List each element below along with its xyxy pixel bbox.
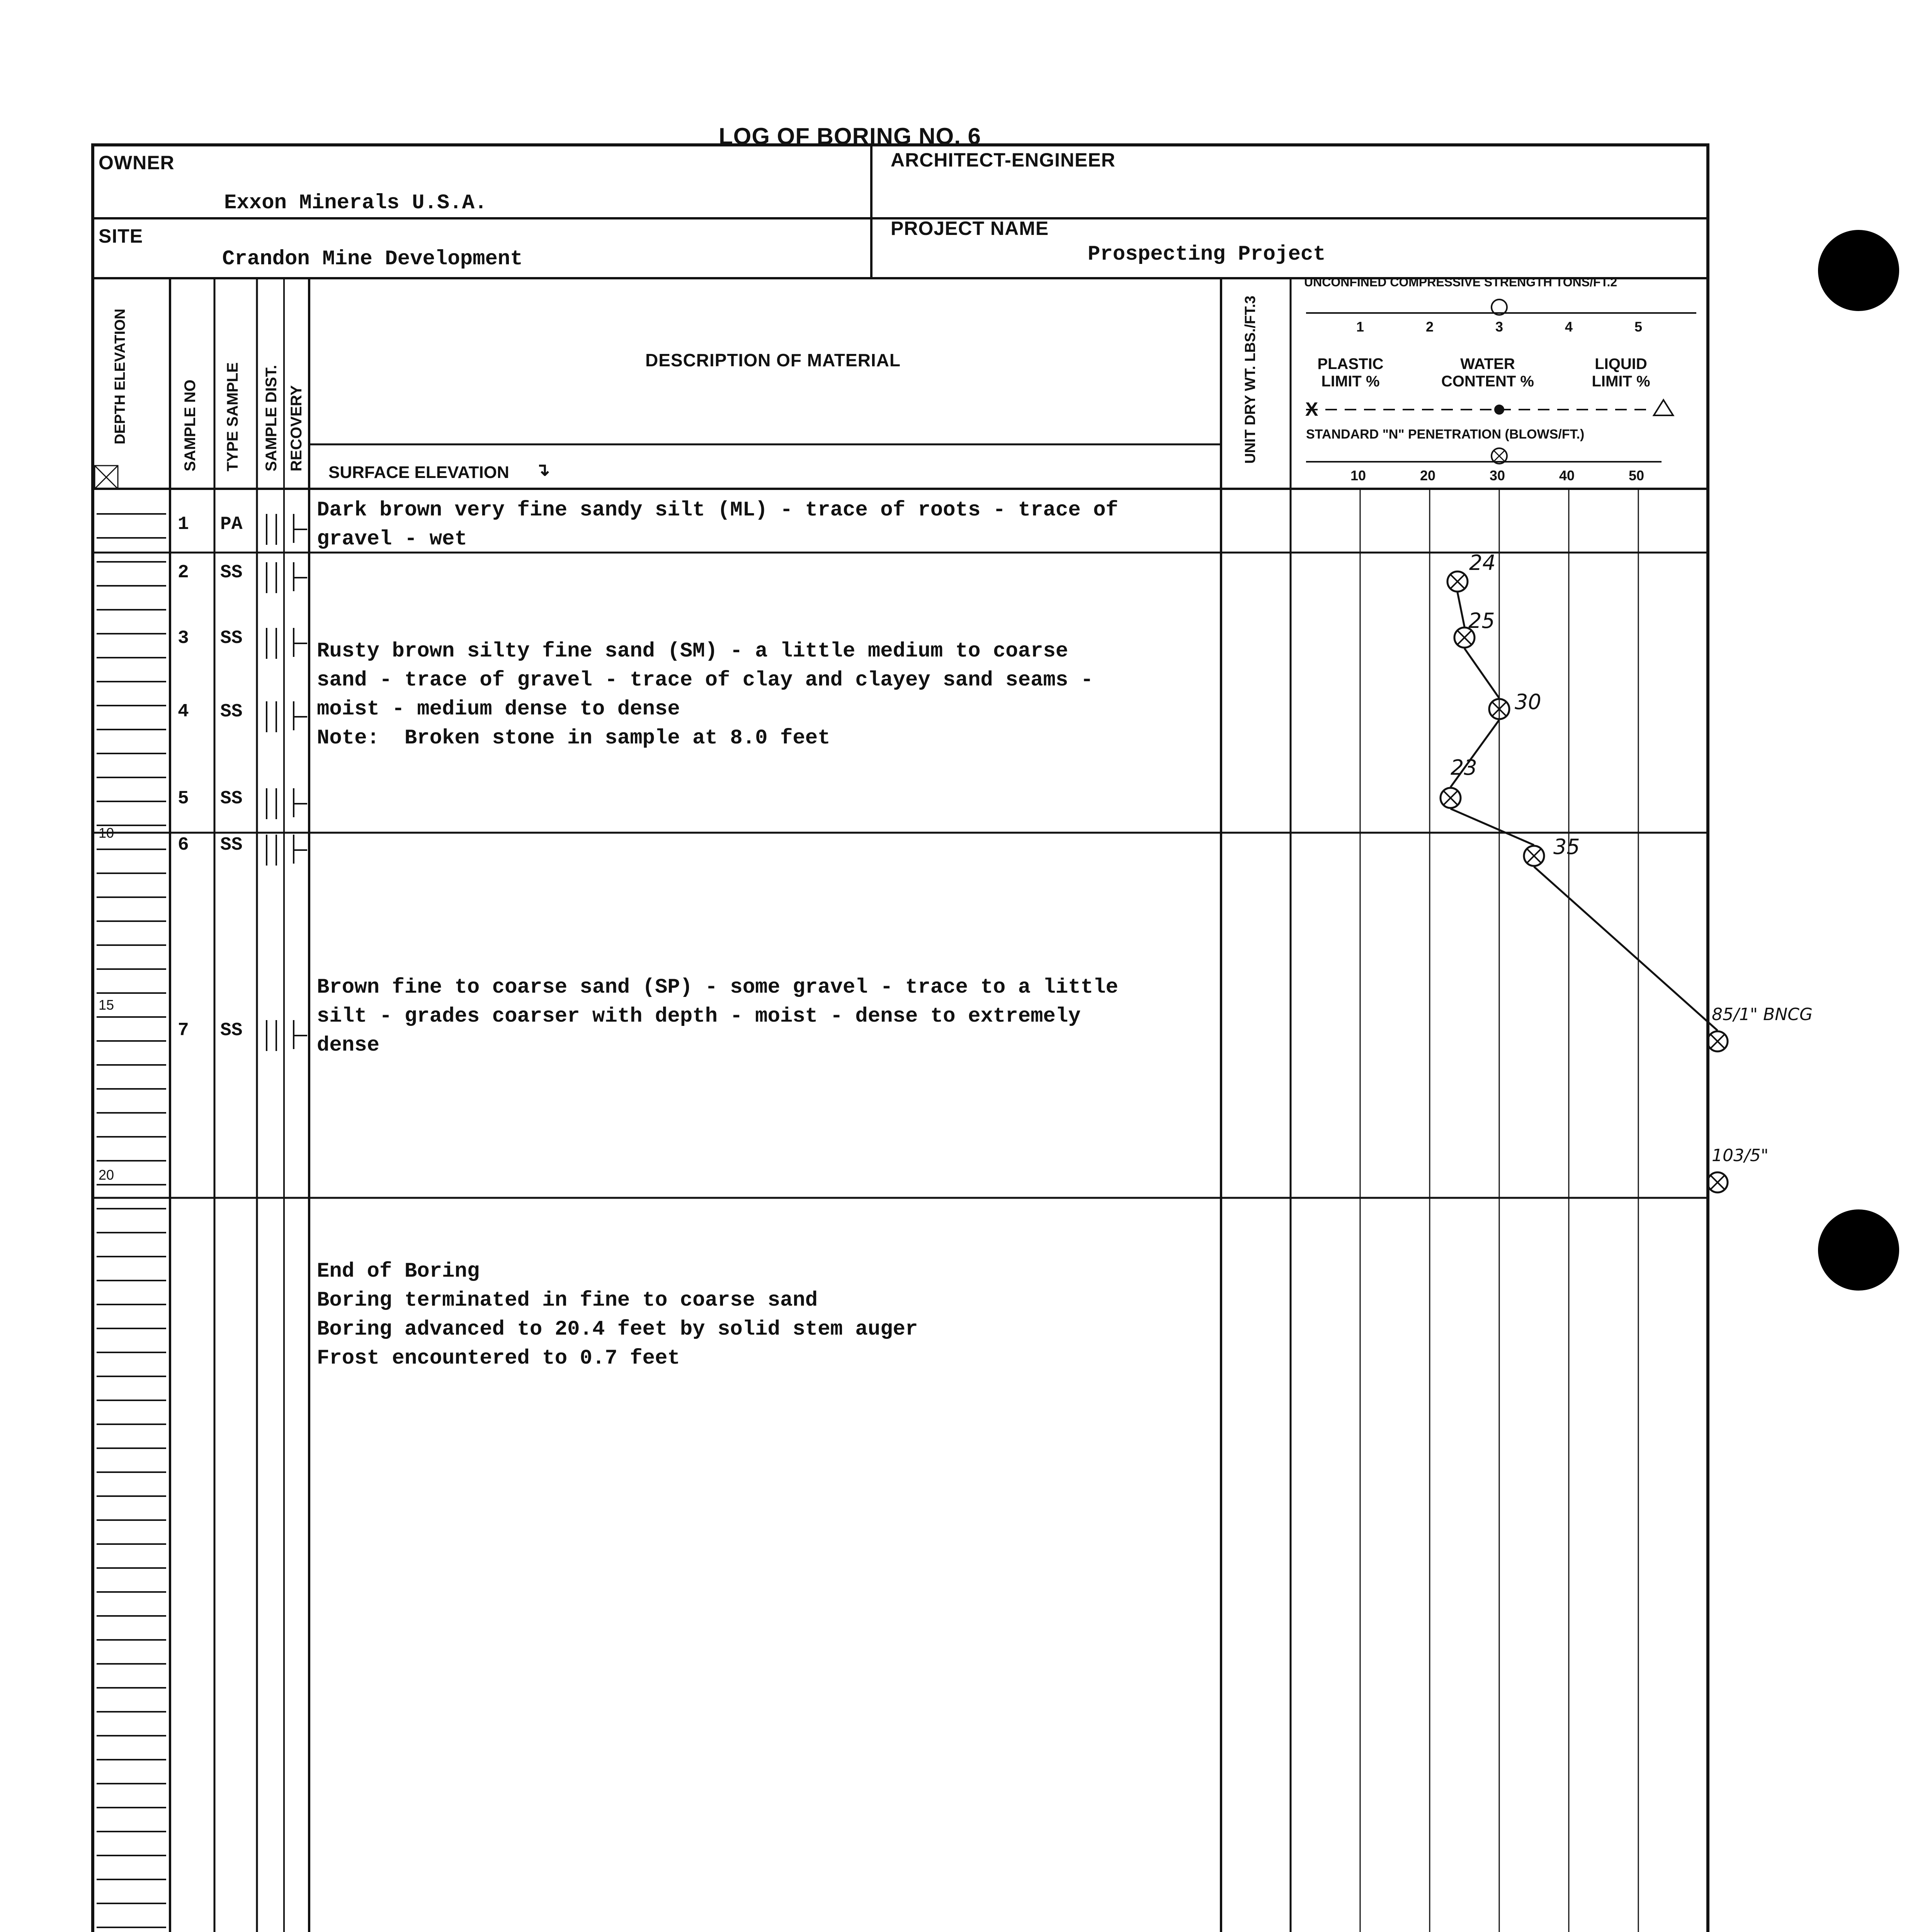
stratum-2-line-1: Rusty brown silty fine sand (SM) - a little medium to coarse [317,639,1068,663]
stratum-4-line-2: Boring terminated in fine to coarse sand [317,1289,818,1312]
stratum-2-line-2: sand - trace of gravel - trace of clay and clayey sand seams - [317,668,1094,692]
spt-label-3: 30 [1515,690,1541,714]
ucs-tick-1: 1 [1356,319,1364,335]
spt-label-4: 23 [1451,755,1477,780]
sample-number-4: 4 [178,701,189,722]
sample-number-2: 2 [178,562,189,583]
description-header: DESCRIPTION OF MATERIAL [645,350,901,370]
depth-mark-15: 15 [99,997,114,1013]
ucs-tick-2: 2 [1426,319,1434,335]
ucs-tick-3: 3 [1495,319,1503,335]
site-label: SITE [99,225,143,247]
plastic-x-mark: X [1305,398,1318,420]
sample-marks [267,514,307,1051]
sample-number-7: 7 [178,1020,189,1041]
spt-title: STANDARD "N" PENETRATION (BLOWS/FT.) [1306,427,1585,442]
spt-segment [1458,592,1464,627]
stratum-3-line-3: dense [317,1034,380,1057]
sample-number-5: 5 [178,788,189,809]
stratum-4-line-1: End of Boring [317,1260,480,1283]
plastic-limit-label: PLASTIC LIMIT % [1317,355,1384,390]
unit-dry-wt-header: UNIT DRY WT. LBS./FT.3 [1242,296,1259,464]
site-value: Crandon Mine Development [222,247,523,271]
sample-dist-header: SAMPLE DIST. [263,365,280,471]
owner-label: OWNER [99,152,175,173]
project-label: PROJECT NAME [891,218,1049,239]
surface-elevation-arrow: ↴ [535,459,550,480]
stratum-1-line-2: gravel - wet [317,527,467,551]
sample-type-6: SS [220,835,243,855]
ucs-tick-4: 4 [1565,319,1573,335]
liquid-limit-label: LIQUID LIMIT % [1592,355,1650,390]
spt-segment [1451,809,1534,845]
spt-label-2: 25 [1468,609,1495,633]
spt-plot [1440,571,1728,1192]
sample-type-4: SS [220,701,243,722]
sample-type-5: SS [220,788,243,809]
water-content-label: WATER CONTENT % [1441,355,1534,390]
sample-number-6: 6 [178,835,189,855]
spt-tick-50: 50 [1629,468,1645,483]
depth-mark-10: 10 [99,825,114,841]
ucs-title: UNCONFINED COMPRESSIVE STRENGTH TONS/FT.2 [1304,275,1617,289]
stratum-2-line-4: Note: Broken stone in sample at 8.0 feet [317,726,830,750]
depth-header: DEPTH ELEVATION [112,308,128,444]
stratum-4-line-4: Frost encountered to 0.7 feet [317,1347,680,1370]
surface-elevation-label: SURFACE ELEVATION [328,463,509,482]
spt-label-7: 103/5" [1712,1146,1769,1165]
stratum-1-line-1: Dark brown very fine sandy silt (ML) - trace of roots - trace of [317,498,1118,522]
spt-label-1: 24 [1469,551,1496,575]
spt-label-6: 85/1" BNCG [1712,1005,1813,1024]
sample-no-header: SAMPLE NO [182,379,199,471]
page-title: LOG OF BORING NO. 6 [719,123,981,149]
sample-number-3: 3 [178,628,189,649]
sample-type-2: SS [220,562,243,583]
sample-type-3: SS [220,628,243,649]
ucs-tick-5: 5 [1634,319,1643,335]
type-sample-header: TYPE SAMPLE [224,362,241,471]
spt-label-5: 35 [1553,835,1580,859]
spt-segment [1464,648,1499,698]
sample-type-7: SS [220,1020,243,1041]
stratum-3-line-2: silt - grades coarser with depth - moist - dense to extremely [317,1005,1081,1028]
sample-type-1: PA [220,514,243,535]
depth-ticks [97,514,166,1932]
owner-value: Exxon Minerals U.S.A. [224,191,487,215]
stratum-4-line-3: Boring advanced to 20.4 feet by solid stem auger [317,1318,918,1341]
spt-tick-20: 20 [1420,468,1436,483]
stratum-2-line-3: moist - medium dense to dense [317,697,680,721]
spt-tick-10: 10 [1350,468,1366,483]
stratum-3-line-1: Brown fine to coarse sand (SP) - some gravel - trace to a little [317,976,1118,999]
recovery-header: RECOVERY [288,385,305,471]
project-value: Prospecting Project [1088,243,1326,266]
architect-label: ARCHITECT-ENGINEER [891,149,1116,171]
spt-tick-40: 40 [1559,468,1575,483]
sample-number-1: 1 [178,514,189,535]
spt-segment [1534,867,1718,1031]
depth-mark-20: 20 [99,1167,114,1183]
spt-tick-30: 30 [1490,468,1505,483]
